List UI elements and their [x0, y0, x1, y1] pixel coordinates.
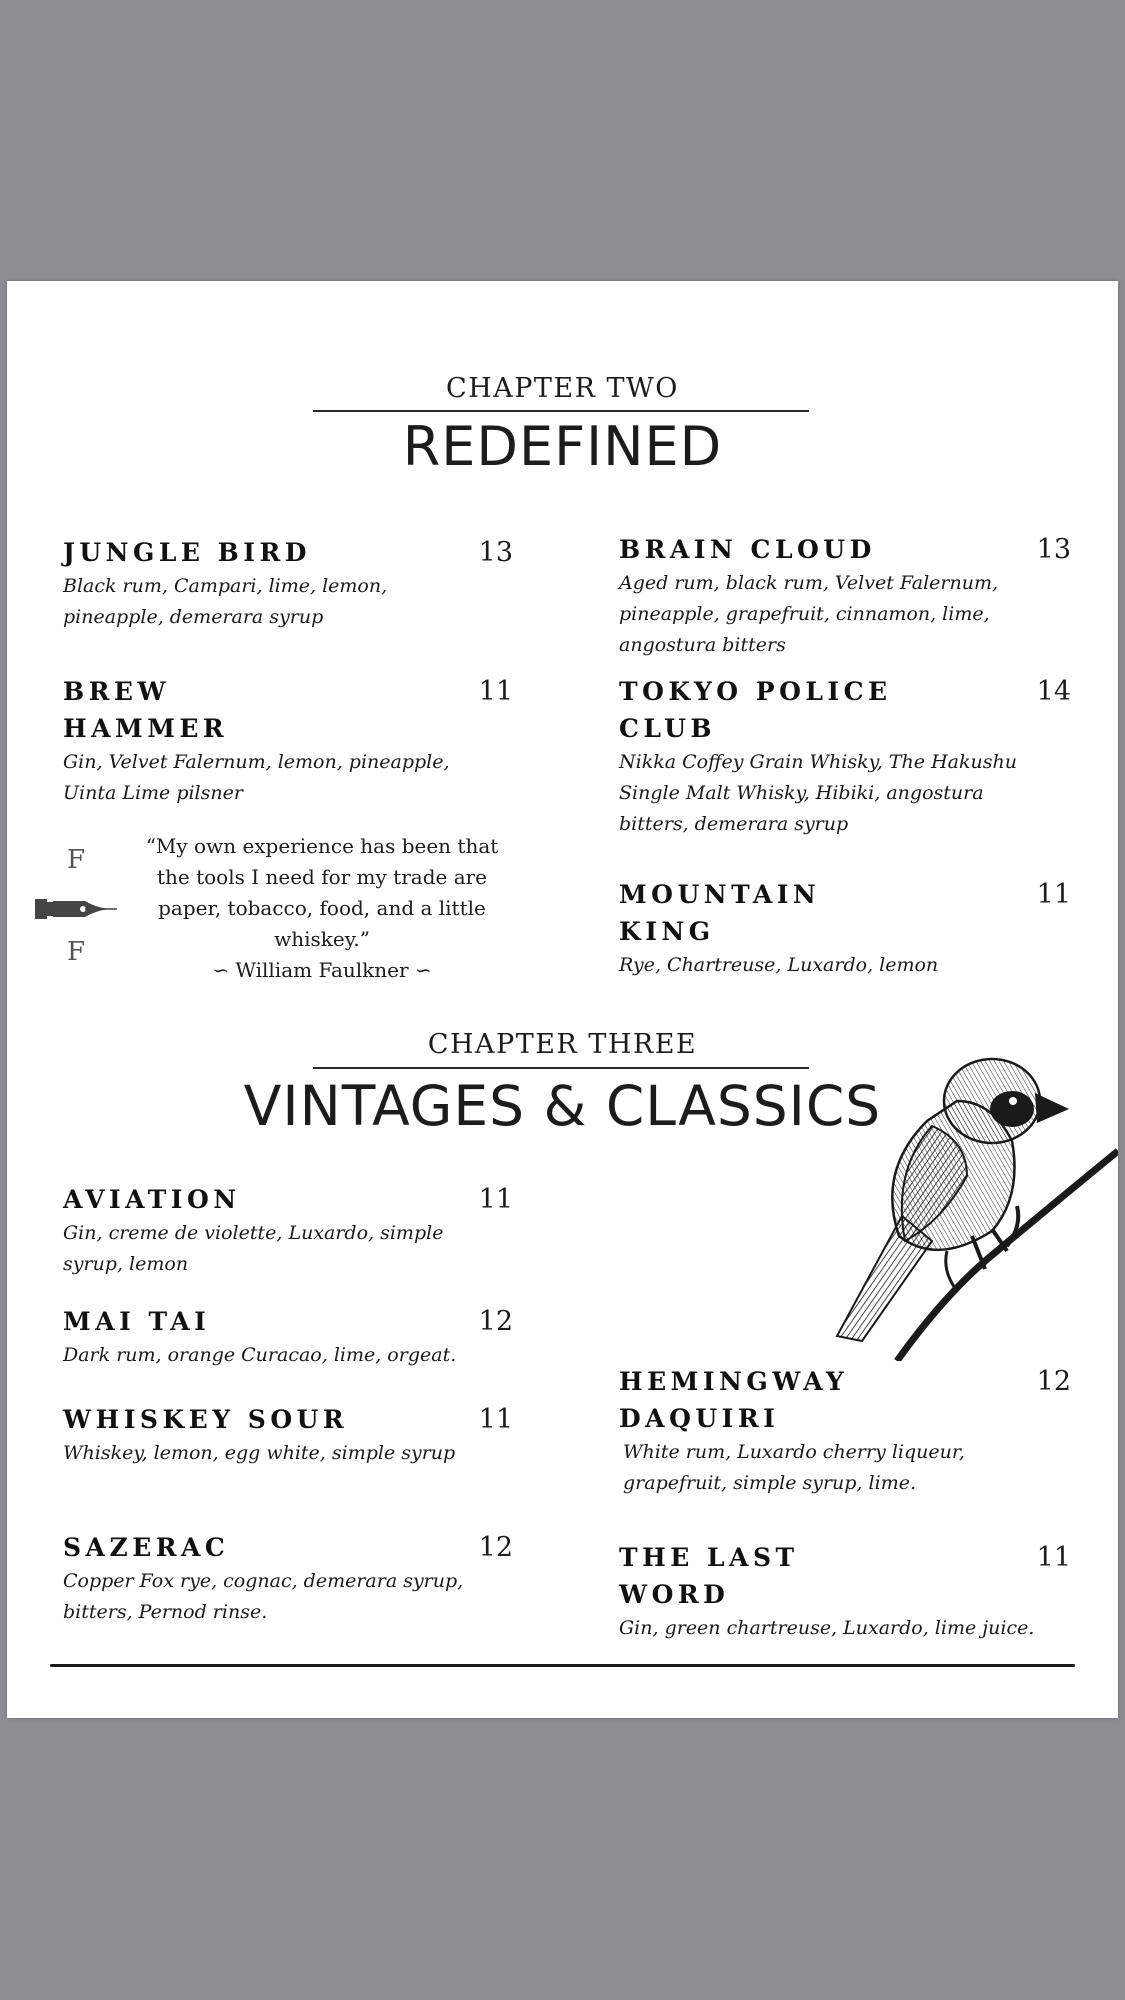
- menu-page: [7, 281, 1118, 1718]
- menu-item-whiskey-sour: [63, 1401, 513, 1469]
- bottom-divider: [50, 1664, 1075, 1667]
- item-name: TOKYO POLICE CLUB: [619, 677, 892, 743]
- item-name: HEMINGWAY DAQUIRI: [619, 1367, 849, 1433]
- item-description: Aged rum, black rum, Velvet Falernum, pineapple, grapefruit, cinnamon, lime, angostura bitters: [619, 572, 999, 656]
- item-price: 11: [478, 1184, 513, 1215]
- item-description: Rye, Chartreuse, Luxardo, lemon: [619, 954, 939, 976]
- item-description: Dark rum, orange Curacao, lime, orgeat.: [63, 1344, 457, 1366]
- chapter-three-rule: [313, 1067, 809, 1069]
- item-name: SAZERAC: [63, 1533, 230, 1562]
- item-name: MOUNTAIN KING: [619, 880, 821, 946]
- menu-item-the-last-word: [619, 1539, 1071, 1644]
- item-description: Nikka Coffey Grain Whisky, The Hakushu Single Malt Whisky, Hibiki, angostura bitters, demerara syrup: [619, 751, 1017, 835]
- menu-item-hemingway-daquiri: [619, 1363, 1071, 1499]
- emblem-letter-top: F: [67, 845, 86, 875]
- item-price: 11: [1036, 1542, 1071, 1573]
- menu-item-brew-hammer: [63, 673, 513, 809]
- fountain-pen-nib-icon: [33, 893, 123, 925]
- menu-item-brain-cloud: [619, 531, 1071, 661]
- chapter-three-label: CHAPTER THREE: [427, 1029, 698, 1060]
- faulkner-quote: “My own experience has been that the tools I need for my trade are paper, tobacco, food, and a little whiskey.”: [145, 834, 499, 951]
- item-name: JUNGLE BIRD: [63, 538, 311, 567]
- item-price: 11: [478, 1404, 513, 1435]
- item-price: 12: [478, 1532, 513, 1563]
- quote-author: ∽ William Faulkner ∽: [212, 958, 432, 982]
- emblem-letter-bottom: F: [67, 937, 86, 967]
- item-price: 13: [478, 537, 513, 568]
- item-description: Copper Fox rye, cognac, demerara syrup, bitters, Pernod rinse.: [63, 1570, 464, 1623]
- item-description: Gin, green chartreuse, Luxardo, lime juice.: [619, 1617, 1035, 1639]
- item-description: Gin, creme de violette, Luxardo, simple syrup, lemon: [63, 1222, 444, 1275]
- item-description: Gin, Velvet Falernum, lemon, pineapple, Uinta Lime pilsner: [63, 751, 450, 804]
- item-price: 11: [1036, 879, 1071, 910]
- chapter-three-title: VINTAGES & CLASSICS: [243, 1074, 882, 1138]
- item-price: 12: [478, 1306, 513, 1337]
- item-name: BREW HAMMER: [63, 677, 229, 743]
- menu-item-tokyo-police-club: [619, 673, 1071, 840]
- item-price: 11: [478, 676, 513, 707]
- menu-item-aviation: [63, 1181, 513, 1280]
- menu-item-sazerac: [63, 1529, 513, 1628]
- menu-item-mountain-king: [619, 876, 1071, 981]
- chapter-two-label: CHAPTER TWO: [446, 373, 679, 404]
- item-description: White rum, Luxardo cherry liqueur, grapefruit, simple syrup, lime.: [623, 1441, 965, 1494]
- item-price: 13: [1036, 534, 1071, 565]
- chapter-two-title: REDEFINED: [402, 415, 723, 478]
- chapter-two-rule: [313, 410, 809, 412]
- item-price: 14: [1036, 676, 1071, 707]
- item-name: BRAIN CLOUD: [619, 535, 876, 564]
- item-name: WHISKEY SOUR: [63, 1405, 349, 1434]
- item-description: Black rum, Campari, lime, lemon, pineapple, demerara syrup: [63, 575, 388, 628]
- item-name: THE LAST WORD: [619, 1543, 799, 1609]
- menu-item-mai-tai: [63, 1303, 513, 1371]
- item-name: MAI TAI: [63, 1307, 211, 1336]
- menu-item-jungle-bird: [63, 534, 513, 633]
- item-name: AVIATION: [63, 1185, 241, 1214]
- item-description: Whiskey, lemon, egg white, simple syrup: [63, 1442, 456, 1464]
- item-price: 12: [1036, 1366, 1071, 1397]
